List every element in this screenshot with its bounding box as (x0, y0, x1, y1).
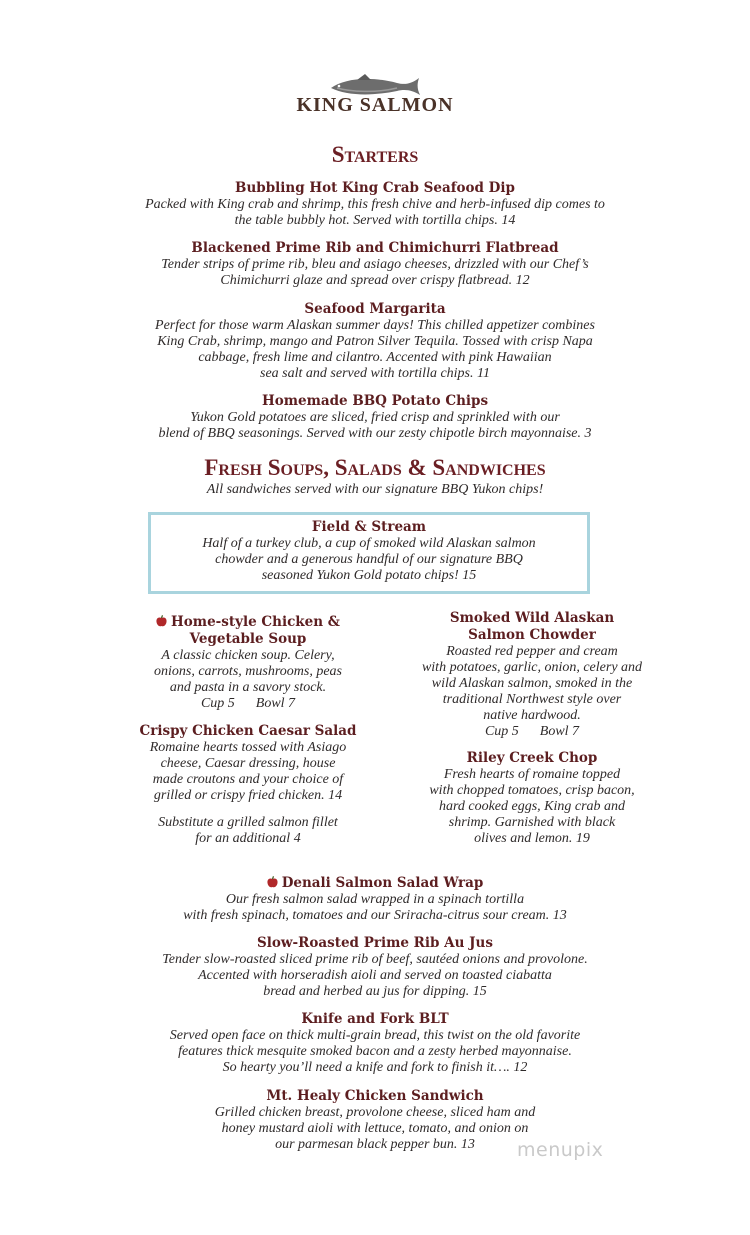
description-line: Tender slow-roasted sliced prime rib of beef, sautéed onions and provolone. (162, 952, 588, 967)
description-line: with chopped tomatoes, crisp bacon, (429, 783, 635, 798)
description-line: Accented with horseradish aioli and served on toasted ciabatta (198, 968, 552, 983)
watermark: menupix (517, 1139, 604, 1161)
description-line: the table bubbly hot. Served with tortilla chips. 14 (234, 213, 516, 228)
item-name-line: Smoked Wild Alaskan (449, 610, 615, 626)
description-line: sea salt and served with tortilla chips. 11 (260, 366, 490, 381)
featured-item (150, 519, 588, 584)
description-line: and pasta in a savory stock. (169, 680, 327, 695)
description-line: features thick mesquite smoked bacon and a zesty herbed mayonnaise. (178, 1044, 572, 1059)
description-line: Grilled chicken breast, provolone cheese, sliced ham and (214, 1105, 536, 1120)
description-line: Substitute a grilled salmon fillet (158, 815, 338, 830)
apple-icon (267, 876, 278, 888)
section-title-soups-salads-sandwiches: Fresh Soups, Salads & Sandwiches (204, 455, 546, 480)
item-name: Riley Creek Chop (466, 750, 598, 766)
description-line: cheese, Caesar dressing, house (160, 756, 336, 771)
description-line: with fresh spinach, tomatoes and our Sriracha-citrus sour cream. 13 (183, 908, 567, 923)
item-description (0, 257, 750, 289)
description-line: Romaine hearts tossed with Asiago (149, 740, 347, 755)
description-line: grilled or crispy fried chicken. 14 (153, 788, 343, 803)
description-line: honey mustard aioli with lettuce, tomato, and onion on (221, 1121, 529, 1136)
description-line: made croutons and your choice of (152, 772, 344, 787)
description-line: Roasted red pepper and cream (446, 644, 618, 659)
description-line: with potatoes, garlic, onion, celery and (421, 660, 643, 675)
salad-item (400, 750, 664, 847)
item-name: Field & Stream (311, 519, 427, 535)
item-name: Homemade BBQ Potato Chips (261, 393, 489, 409)
salad-item (118, 723, 378, 804)
description-line: hard cooked eggs, King crab and (438, 799, 626, 814)
item-description (118, 648, 378, 712)
sandwich-item (0, 875, 750, 924)
starter-item (0, 393, 750, 442)
item-name: Seafood Margarita (304, 301, 446, 317)
section-title-starters: Starters (331, 142, 419, 167)
description-line: Tender strips of prime rib, bleu and asiago cheeses, drizzled with our Chef’s (161, 257, 589, 272)
description-line: cabbage, fresh lime and cilantro. Accented with pink Hawaiian (198, 350, 552, 365)
item-name-line: Vegetable Soup (189, 631, 307, 647)
description-line: bread and herbed au jus for dipping. 15 (263, 984, 487, 999)
description-line: Served open face on thick multi-grain bread, this twist on the old favorite (169, 1028, 581, 1043)
description-line: Half of a turkey club, a cup of smoked wild Alaskan salmon (202, 536, 536, 551)
description-line: Cup 5 Bowl 7 (200, 696, 296, 711)
sandwich-item (0, 935, 750, 1000)
item-description (0, 952, 750, 1000)
description-line: blend of BBQ seasonings. Served with our zesty chipotle birch mayonnaise. 3 (158, 426, 592, 441)
description-line: A classic chicken soup. Celery, (161, 648, 335, 663)
soup-item (400, 610, 664, 740)
item-name-line: Salmon Chowder (468, 627, 596, 643)
item-description (0, 197, 750, 229)
item-description (0, 318, 750, 382)
item-name (118, 614, 378, 648)
description-line: chowder and a generous handful of our signature BBQ (215, 552, 523, 567)
starter-item (0, 240, 750, 289)
item-name: Blackened Prime Rib and Chimichurri Flatbread (191, 240, 559, 256)
description-line: traditional Northwest style over (442, 692, 622, 707)
sandwich-item (0, 1088, 750, 1153)
brand-name: KING SALMON (296, 94, 454, 116)
item-name (0, 875, 750, 892)
description-line: olives and lemon. 19 (474, 831, 590, 846)
section-subtitle: All sandwiches served with our signature BBQ Yukon chips! (206, 482, 544, 497)
description-line: Perfect for those warm Alaskan summer days! This chilled appetizer combines (155, 318, 595, 333)
item-description (150, 536, 588, 584)
description-line: seasoned Yukon Gold potato chips! 15 (261, 568, 477, 583)
description-line: Chimichurri glaze and spread over crispy flatbread. 12 (220, 273, 530, 288)
item-description (0, 892, 750, 924)
item-name: Crispy Chicken Caesar Salad (139, 723, 357, 739)
item-name: Knife and Fork BLT (301, 1011, 449, 1027)
item-name (400, 610, 664, 644)
item-name: Mt. Healy Chicken Sandwich (266, 1088, 484, 1104)
soup-item (118, 614, 378, 712)
starter-item (0, 301, 750, 382)
item-description (0, 1105, 750, 1153)
description-line: Cup 5 Bowl 7 (484, 724, 580, 739)
brand-logo (0, 74, 750, 117)
description-line: Packed with King crab and shrimp, this fresh chive and herb-infused dip comes to (145, 197, 605, 212)
starter-item (0, 180, 750, 229)
item-description (0, 410, 750, 442)
item-name-text: Denali Salmon Salad Wrap (281, 875, 484, 891)
description-line: So hearty you’ll need a knife and fork to finish it…. 12 (222, 1060, 528, 1075)
description-line: our parmesan black pepper bun. 13 (275, 1137, 475, 1152)
description-line: Yukon Gold potatoes are sliced, fried crisp and sprinkled with our (190, 410, 560, 425)
item-description (0, 1028, 750, 1076)
item-name: Bubbling Hot King Crab Seafood Dip (235, 180, 515, 196)
description-line: shrimp. Garnished with black (448, 815, 616, 830)
salad-addon-note (118, 815, 378, 847)
description-line: for an additional 4 (195, 831, 301, 846)
description-line: Our fresh salmon salad wrapped in a spinach tortilla (225, 892, 525, 907)
item-description (400, 767, 664, 847)
description-line: wild Alaskan salmon, smoked in the (431, 676, 633, 691)
description-line: King Crab, shrimp, mango and Patron Silver Tequila. Tossed with crisp Napa (157, 334, 593, 349)
sandwich-item (0, 1011, 750, 1076)
description-line: onions, carrots, mushrooms, peas (154, 664, 342, 679)
item-name-line: Home-style Chicken & (171, 614, 340, 630)
item-description (118, 740, 378, 804)
description-line: native hardwood. (483, 708, 581, 723)
item-description (400, 644, 664, 740)
description-line: Fresh hearts of romaine topped (443, 767, 621, 782)
apple-icon (156, 615, 167, 627)
item-description (118, 815, 378, 847)
item-name: Slow-Roasted Prime Rib Au Jus (257, 935, 493, 951)
